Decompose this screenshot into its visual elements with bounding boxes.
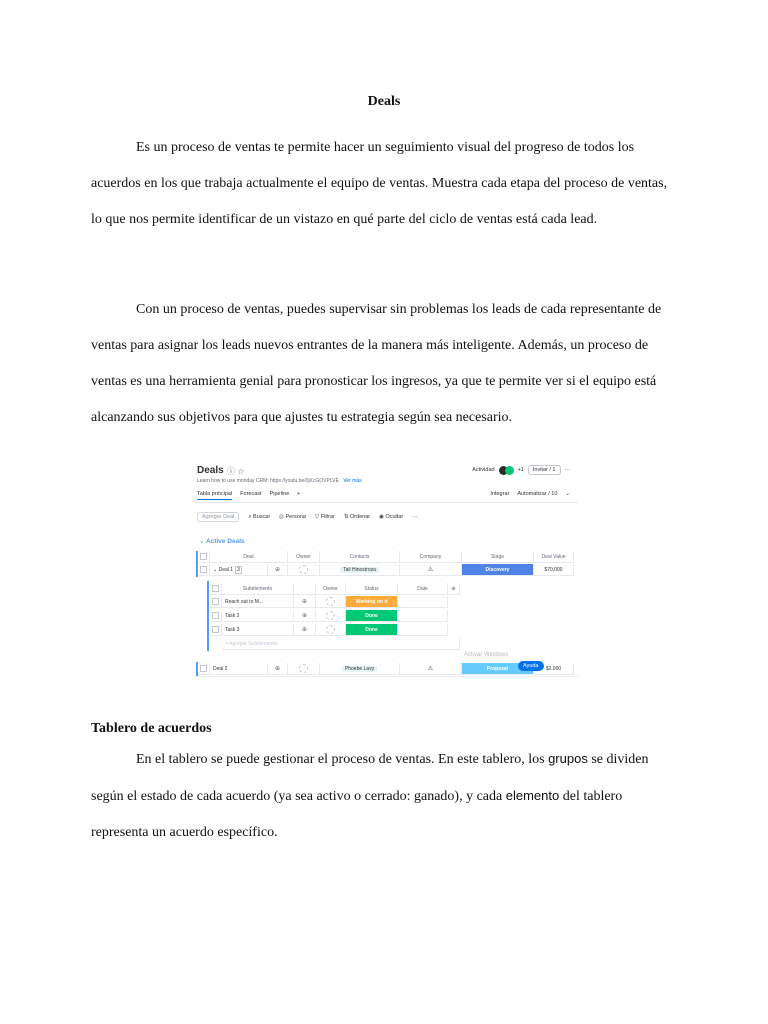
contact-chip: Phoebe Lavy — [342, 666, 377, 672]
collapse-icon[interactable]: ⌄ — [565, 491, 570, 497]
section-heading: Tablero de acuerdos — [91, 721, 212, 736]
text-part: del tablero representa un acuerdo específico. — [91, 789, 623, 840]
filter-label: Filtrar — [320, 514, 335, 520]
subitem-count-badge[interactable]: 3 — [237, 566, 240, 573]
date-cell[interactable] — [398, 596, 448, 608]
avatar — [326, 611, 335, 620]
second-paragraph — [91, 292, 681, 436]
emphasis-element: elemento — [505, 788, 560, 803]
board-tools — [490, 491, 570, 497]
title-icons: ⓘ ☆ — [227, 467, 245, 476]
intro-paragraph — [91, 130, 681, 238]
search-icon: ⌕ — [248, 513, 254, 520]
avatar — [326, 625, 335, 634]
avatar-group — [499, 466, 514, 475]
sort-icon: ⇅ — [343, 514, 350, 520]
sub-column-header-status[interactable]: Status — [346, 583, 398, 595]
tab-main-table[interactable]: Tabla principal — [197, 491, 232, 500]
row-checkbox[interactable] — [198, 564, 210, 576]
deal-name-cell[interactable] — [210, 564, 268, 576]
select-all-checkbox[interactable] — [210, 583, 222, 595]
filter-icon: ▽ — [314, 514, 321, 520]
chevron-down-icon: ⌄ — [199, 538, 207, 545]
owner-cell[interactable] — [316, 624, 346, 636]
search-label: Buscar — [253, 513, 271, 520]
avatar — [299, 565, 308, 574]
add-column-icon[interactable]: ⊕ — [448, 583, 460, 595]
paragraph-text: Con un proceso de ventas, puedes supervisar sin problemas los leads de cada representante de ventas para asignar los leads nuevos entrantes de la manera más inteligente. Además, un proceso de ventas es una herramienta genial para pronosticar los ingresos, ya que te permite ver si el equipo está alcanzando sus objetivos para que ajustes tu estrategia según sea necesario. — [91, 302, 662, 425]
hide-button[interactable] — [379, 514, 403, 520]
search-button[interactable] — [248, 514, 270, 521]
status-cell[interactable]: Done — [346, 624, 398, 636]
status-cell[interactable]: Done — [346, 610, 398, 622]
subitem-color-bar — [207, 581, 209, 651]
column-header-company[interactable]: Company — [400, 551, 462, 563]
person-filter-button[interactable] — [279, 514, 306, 520]
avatar — [505, 466, 514, 475]
avatar — [299, 664, 308, 673]
comment-icon[interactable]: ⊕ — [294, 610, 316, 622]
more-icon[interactable]: ··· — [564, 467, 570, 473]
invite-button[interactable]: Invitar / 1 — [528, 465, 561, 475]
view-tabs — [197, 491, 300, 500]
see-more-link[interactable]: Ver más — [343, 478, 362, 484]
warning-icon: ⚠ — [400, 663, 462, 675]
owner-cell[interactable] — [288, 663, 320, 675]
group-title[interactable] — [199, 537, 245, 545]
board-paragraph — [91, 741, 681, 851]
tab-forecast[interactable]: Forecast — [240, 491, 262, 497]
column-header-stage[interactable]: Stage — [462, 551, 534, 563]
activity-count: +1 — [517, 467, 524, 473]
date-cell[interactable] — [398, 610, 448, 622]
deal-name[interactable]: Deal 2 — [210, 663, 268, 675]
board-toolbar — [197, 512, 418, 522]
board-actions — [472, 465, 570, 475]
comment-icon[interactable]: ⊕ — [268, 564, 288, 576]
tab-pipeline[interactable]: Pipeline — [269, 491, 290, 497]
hide-label: Ocultar — [385, 514, 404, 520]
deal-name: Deal 1 — [218, 566, 234, 573]
subtitle-text: Learn how to use monday CRM: https://youtu.be/0jXcGOVPLVE — [197, 478, 339, 484]
contact-cell[interactable] — [320, 564, 400, 576]
contact-cell[interactable] — [320, 663, 400, 675]
paragraph-text — [91, 741, 681, 851]
monday-board-screenshot — [194, 462, 578, 677]
subitem-name[interactable]: Task 2 — [222, 610, 294, 622]
emphasis-groups: grupos — [548, 751, 588, 766]
select-all-checkbox[interactable] — [198, 551, 210, 563]
owner-cell[interactable] — [316, 610, 346, 622]
person-label: Persona — [285, 514, 306, 520]
column-header-contacts[interactable]: Contacts — [320, 551, 400, 563]
help-button[interactable]: Ayuda — [518, 661, 544, 671]
paragraph-text: Es un proceso de ventas te permite hacer un seguimiento visual del progreso de todos los acuerdos en los que trabaja actualmente el equipo de ventas. Muestra cada etapa del proceso de ventas, lo que nos permite identificar de un vistazo en qué parte del ciclo de ventas está cada lead. — [91, 140, 668, 227]
status-cell[interactable]: Working on it — [346, 596, 398, 608]
board-subtitle — [197, 478, 362, 484]
divider — [194, 502, 578, 503]
sub-column-header-date[interactable]: Date — [398, 583, 448, 595]
person-icon: ◎ — [279, 514, 286, 520]
sort-label: Ordenar — [349, 514, 371, 520]
automate-button[interactable]: Automatizar / 10 — [517, 491, 558, 497]
windows-watermark: Activar Windows — [464, 652, 509, 658]
eye-icon: ◉ — [379, 514, 386, 520]
warning-icon: ⚠ — [400, 564, 462, 576]
owner-cell[interactable] — [316, 596, 346, 608]
activity-label[interactable]: Actividad — [472, 467, 495, 473]
column-header-deal[interactable]: Deal — [210, 551, 288, 563]
owner-cell[interactable] — [288, 564, 320, 576]
sub-column-spacer — [294, 583, 316, 595]
stage-status[interactable]: Proposal — [462, 663, 534, 675]
add-view-button[interactable]: + — [297, 491, 301, 497]
row-checkbox[interactable] — [198, 663, 210, 675]
text-part: se dividen según el estado de cada acuerdo (ya sea activo o cerrado: ganado), y cada — [91, 752, 649, 804]
comment-icon[interactable]: ⊕ — [294, 624, 316, 636]
date-cell[interactable] — [398, 624, 448, 636]
subitem-name[interactable]: Reach out to M... — [222, 596, 294, 608]
integrate-button[interactable]: Integrar — [490, 491, 510, 497]
new-item-button[interactable]: Agregar Deal — [197, 512, 239, 522]
sub-column-header-name[interactable]: Subelemento — [222, 583, 294, 595]
sub-column-header-owner[interactable]: Owner — [316, 583, 346, 595]
page-title: Deals — [367, 94, 401, 109]
deal-value-cell[interactable]: $70,000 — [534, 564, 574, 576]
column-header-owner[interactable]: Owner — [288, 551, 320, 563]
text-part: En el tablero se puede gestionar el proceso de ventas. En este tablero, los — [136, 752, 549, 767]
row-checkbox[interactable] — [210, 624, 222, 636]
avatar — [326, 597, 335, 606]
add-subitem-input[interactable]: + Agregar Subelemento — [222, 638, 460, 650]
column-header-deal-value[interactable]: Deal Value — [534, 551, 574, 563]
row-checkbox[interactable] — [210, 610, 222, 622]
group-title-label: Active Deals — [206, 538, 245, 545]
stage-status[interactable]: Discovery — [462, 564, 534, 576]
row-checkbox[interactable] — [210, 596, 222, 608]
sort-button[interactable] — [344, 514, 370, 520]
filter-button[interactable] — [315, 514, 335, 520]
toolbar-more-icon[interactable]: ··· — [412, 514, 418, 520]
deal-value-cell[interactable]: $2,000 — [534, 663, 574, 675]
subitem-name[interactable]: Task 3 — [222, 624, 294, 636]
comment-icon[interactable]: ⊕ — [294, 596, 316, 608]
contact-chip: Tali Hinostroza — [340, 567, 379, 573]
chevron-down-icon[interactable]: ⌄ — [213, 566, 219, 573]
board-title: Deals — [197, 465, 224, 476]
comment-icon[interactable]: ⊕ — [268, 663, 288, 675]
